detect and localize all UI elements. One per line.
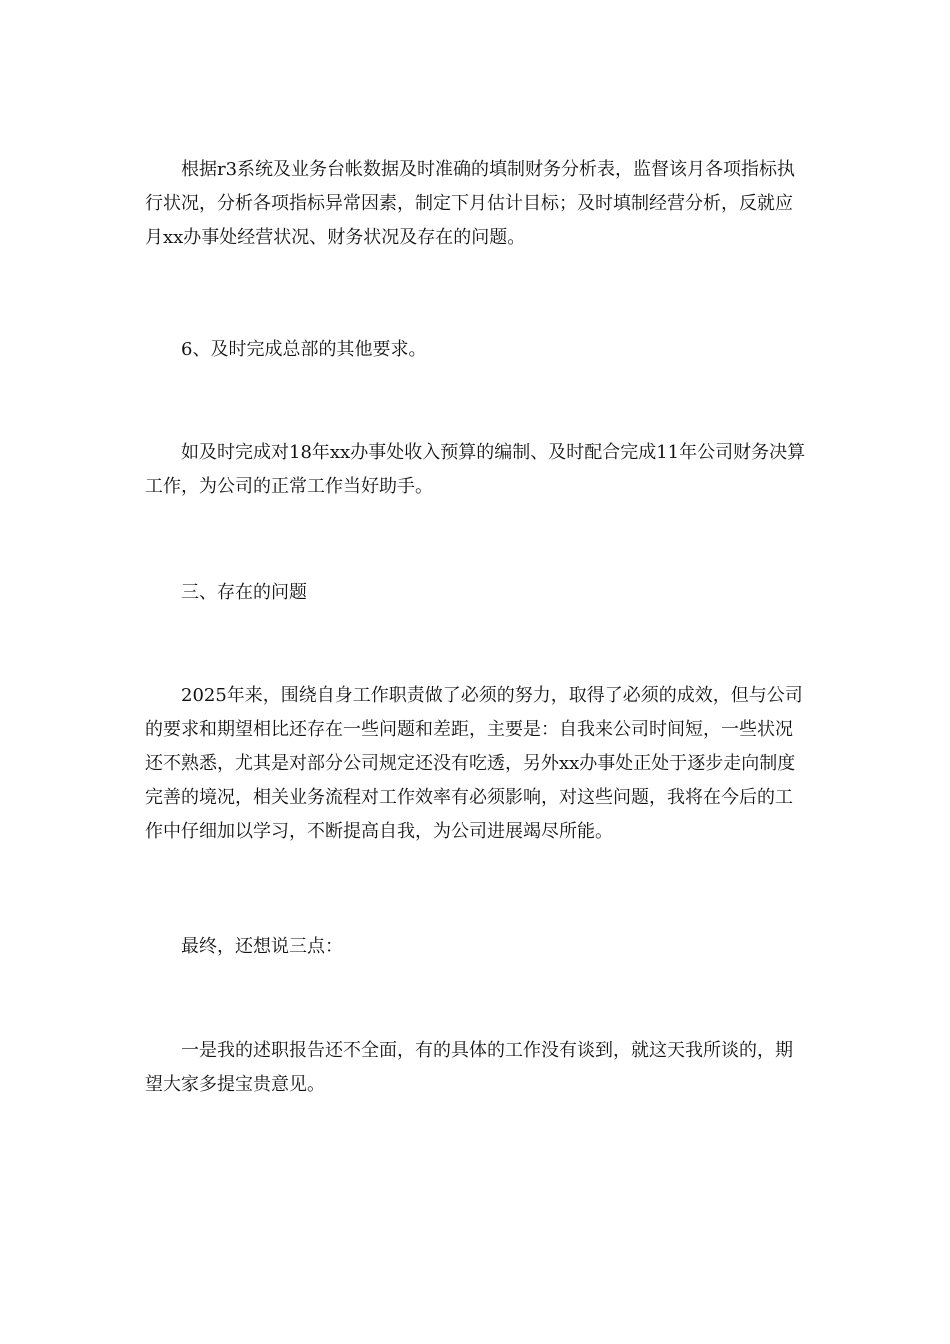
paragraph-problems-detail: 2025年来，围绕自身工作职责做了必须的努力，取得了必须的成效，但与公司的要求和期望相比还存在一些问题和差距，主要是：自我来公司时间短，一些状况还不熟悉，尤其是对部分公司规定还没有吃透，另外xx办事处正处于逐步走向制度完善的境况，相关业务流程对工作效率有必须影响，对这些问题，我将在今后的工作中仔细加以学习，不断提高自我，为公司进展竭尽所能。: [145, 685, 803, 842]
paragraph-financial-analysis: 根据r3系统及业务台帐数据及时准确的填制财务分析表，监督该月各项指标执行状况，分析各项指标异常因素，制定下月估计目标；及时填制经营分析，反就应月xx办事处经营状况、财务状况及存在的问题。: [145, 159, 796, 248]
paragraph-point-one: 一是我的述职报告还不全面，有的具体的工作没有谈到，就这天我所谈的，期望大家多提宝贵意见。: [145, 1040, 793, 1095]
paragraph-budget-example: 如及时完成对18年xx办事处收入预算的编制、及时配合完成11年公司财务决算工作，为公司的正常工作当好助手。: [145, 442, 806, 497]
section-heading-problems: 三、存在的问题: [181, 582, 307, 603]
paragraph-item-6: 6、及时完成总部的其他要求。: [181, 339, 427, 360]
paragraph-closing-intro: 最终，还想说三点：: [181, 936, 343, 957]
